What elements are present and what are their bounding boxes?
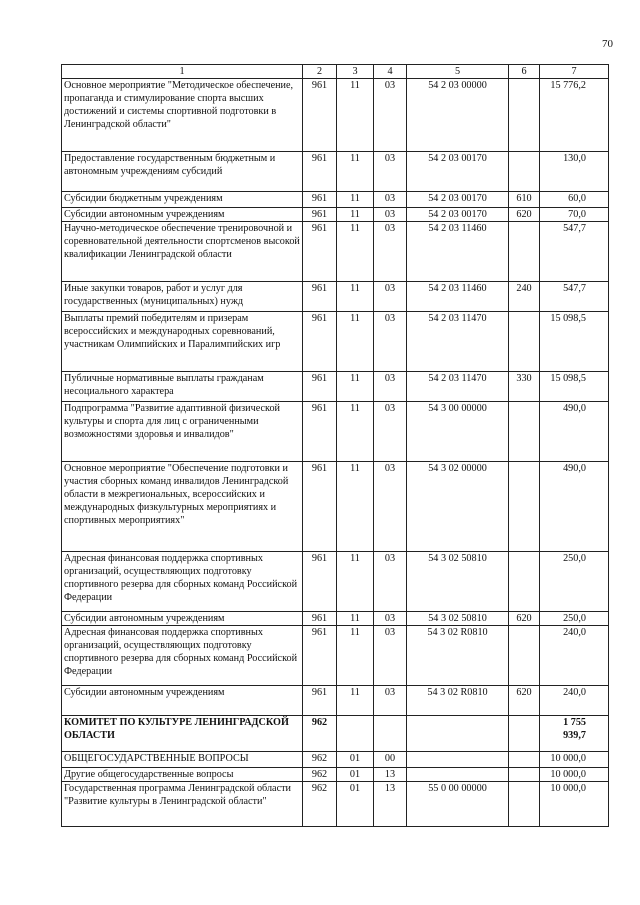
vr-code-cell bbox=[509, 79, 540, 152]
table-row bbox=[62, 192, 609, 208]
table-row bbox=[62, 626, 609, 686]
csr-code-cell: 54 2 03 11460 bbox=[407, 282, 509, 312]
row-name-cell: Адресная финансовая поддержка спортивных организаций, осуществляющих подготовку спортивного резерва для сборных команд Российской Федерации bbox=[62, 626, 303, 686]
table-row bbox=[62, 312, 609, 372]
pr-code-cell: 03 bbox=[374, 402, 407, 462]
amount-cell: 547,7 bbox=[540, 222, 609, 282]
header-cell: 7 bbox=[540, 65, 609, 79]
csr-code-cell: 54 3 02 R0810 bbox=[407, 686, 509, 716]
csr-code-cell bbox=[407, 768, 509, 782]
row-name-cell: Субсидии автономным учреждениям bbox=[62, 612, 303, 626]
amount-cell: 240,0 bbox=[540, 686, 609, 716]
csr-code-cell bbox=[407, 752, 509, 768]
rz-code-cell: 11 bbox=[337, 626, 374, 686]
pr-code-cell bbox=[374, 716, 407, 752]
table-row bbox=[62, 716, 609, 752]
vr-code-cell: 610 bbox=[509, 192, 540, 208]
rz-code-cell: 11 bbox=[337, 192, 374, 208]
row-name-cell: Государственная программа Ленинградской области "Развитие культуры в Ленинградской области" bbox=[62, 782, 303, 827]
row-name-cell: Субсидии автономным учреждениям bbox=[62, 686, 303, 716]
table-row bbox=[62, 752, 609, 768]
amount-cell: 60,0 bbox=[540, 192, 609, 208]
table-row bbox=[62, 222, 609, 282]
gr-code-cell: 961 bbox=[303, 282, 337, 312]
vr-code-cell bbox=[509, 222, 540, 282]
rz-code-cell bbox=[337, 716, 374, 752]
row-name-cell: Другие общегосударственные вопросы bbox=[62, 768, 303, 782]
pr-code-cell: 03 bbox=[374, 222, 407, 282]
csr-code-cell: 54 3 02 00000 bbox=[407, 462, 509, 552]
gr-code-cell: 961 bbox=[303, 222, 337, 282]
rz-code-cell: 11 bbox=[337, 208, 374, 222]
amount-cell: 15 098,5 bbox=[540, 312, 609, 372]
gr-code-cell: 961 bbox=[303, 462, 337, 552]
table-row bbox=[62, 152, 609, 192]
gr-code-cell: 962 bbox=[303, 716, 337, 752]
csr-code-cell: 54 2 03 00000 bbox=[407, 79, 509, 152]
csr-code-cell: 54 2 03 11470 bbox=[407, 372, 509, 402]
row-name-cell: Субсидии автономным учреждениям bbox=[62, 208, 303, 222]
table-row bbox=[62, 208, 609, 222]
pr-code-cell: 03 bbox=[374, 79, 407, 152]
gr-code-cell: 962 bbox=[303, 768, 337, 782]
amount-cell: 15 776,2 bbox=[540, 79, 609, 152]
amount-cell: 490,0 bbox=[540, 462, 609, 552]
row-name-cell: ОБЩЕГОСУДАРСТВЕННЫЕ ВОПРОСЫ bbox=[62, 752, 303, 768]
header-cell: 2 bbox=[303, 65, 337, 79]
gr-code-cell: 961 bbox=[303, 552, 337, 612]
csr-code-cell: 55 0 00 00000 bbox=[407, 782, 509, 827]
rz-code-cell: 11 bbox=[337, 152, 374, 192]
row-name-cell: Выплаты премий победителям и призерам всероссийских и международных соревнований, участникам Олимпийских и Паралимпийских игр bbox=[62, 312, 303, 372]
table-row bbox=[62, 79, 609, 152]
vr-code-cell bbox=[509, 312, 540, 372]
rz-code-cell: 11 bbox=[337, 79, 374, 152]
csr-code-cell: 54 2 03 11470 bbox=[407, 312, 509, 372]
rz-code-cell: 11 bbox=[337, 312, 374, 372]
gr-code-cell: 962 bbox=[303, 752, 337, 768]
amount-cell: 490,0 bbox=[540, 402, 609, 462]
row-name-cell: КОМИТЕТ ПО КУЛЬТУРЕ ЛЕНИНГРАДСКОЙ ОБЛАСТИ bbox=[62, 716, 303, 752]
rz-code-cell: 11 bbox=[337, 282, 374, 312]
rz-code-cell: 01 bbox=[337, 782, 374, 827]
gr-code-cell: 961 bbox=[303, 192, 337, 208]
table-row bbox=[62, 552, 609, 612]
rz-code-cell: 11 bbox=[337, 686, 374, 716]
amount-cell: 10 000,0 bbox=[540, 752, 609, 768]
amount-cell: 10 000,0 bbox=[540, 782, 609, 827]
page-number: 70 bbox=[602, 38, 613, 50]
amount-cell: 70,0 bbox=[540, 208, 609, 222]
pr-code-cell: 03 bbox=[374, 208, 407, 222]
pr-code-cell: 03 bbox=[374, 312, 407, 372]
amount-cell: 130,0 bbox=[540, 152, 609, 192]
row-name-cell: Адресная финансовая поддержка спортивных организаций, осуществляющих подготовку спортивного резерва для сборных команд Российской Федерации bbox=[62, 552, 303, 612]
csr-code-cell: 54 3 02 50810 bbox=[407, 552, 509, 612]
table-row bbox=[62, 282, 609, 312]
row-name-cell: Подпрограмма "Развитие адаптивной физической культуры и спорта для лиц с ограниченными возможностями здоровья и инвалидов" bbox=[62, 402, 303, 462]
amount-cell: 250,0 bbox=[540, 612, 609, 626]
csr-code-cell: 54 2 03 00170 bbox=[407, 208, 509, 222]
csr-code-cell: 54 2 03 00170 bbox=[407, 192, 509, 208]
gr-code-cell: 961 bbox=[303, 312, 337, 372]
vr-code-cell bbox=[509, 782, 540, 827]
rz-code-cell: 11 bbox=[337, 222, 374, 282]
row-name-cell: Иные закупки товаров, работ и услуг для государственных (муниципальных) нужд bbox=[62, 282, 303, 312]
rz-code-cell: 11 bbox=[337, 552, 374, 612]
vr-code-cell bbox=[509, 626, 540, 686]
vr-code-cell bbox=[509, 152, 540, 192]
row-name-cell: Научно-методическое обеспечение тренировочной и соревновательной деятельности спортсменов высокой квалификации Ленинградской области bbox=[62, 222, 303, 282]
vr-code-cell bbox=[509, 402, 540, 462]
table-row bbox=[62, 686, 609, 716]
row-name-cell: Основное мероприятие "Методическое обеспечение, пропаганда и стимулирование спорта высших достижений и системы спортивной подготовки в Ленинградской области" bbox=[62, 79, 303, 152]
pr-code-cell: 03 bbox=[374, 686, 407, 716]
row-name-cell: Предоставление государственным бюджетным и автономным учреждениям субсидий bbox=[62, 152, 303, 192]
header-cell: 5 bbox=[407, 65, 509, 79]
csr-code-cell: 54 2 03 11460 bbox=[407, 222, 509, 282]
table-row bbox=[62, 782, 609, 827]
gr-code-cell: 961 bbox=[303, 686, 337, 716]
csr-code-cell: 54 3 02 50810 bbox=[407, 612, 509, 626]
table-row bbox=[62, 768, 609, 782]
amount-cell: 250,0 bbox=[540, 552, 609, 612]
rz-code-cell: 11 bbox=[337, 462, 374, 552]
csr-code-cell: 54 2 03 00170 bbox=[407, 152, 509, 192]
rz-code-cell: 11 bbox=[337, 612, 374, 626]
pr-code-cell: 03 bbox=[374, 372, 407, 402]
row-name-cell: Публичные нормативные выплаты гражданам несоциального характера bbox=[62, 372, 303, 402]
header-cell: 4 bbox=[374, 65, 407, 79]
header-cell: 3 bbox=[337, 65, 374, 79]
amount-cell: 240,0 bbox=[540, 626, 609, 686]
gr-code-cell: 961 bbox=[303, 612, 337, 626]
vr-code-cell bbox=[509, 462, 540, 552]
vr-code-cell bbox=[509, 752, 540, 768]
rz-code-cell: 01 bbox=[337, 768, 374, 782]
vr-code-cell: 330 bbox=[509, 372, 540, 402]
vr-code-cell: 620 bbox=[509, 208, 540, 222]
gr-code-cell: 962 bbox=[303, 782, 337, 827]
table-row bbox=[62, 372, 609, 402]
amount-cell: 10 000,0 bbox=[540, 768, 609, 782]
row-name-cell: Основное мероприятие "Обеспечение подготовки и участия сборных команд инвалидов Ленинградской области в межрегиональных, всероссийских и международных физкультурных мероприятиях и спортивных мероприятиях" bbox=[62, 462, 303, 552]
gr-code-cell: 961 bbox=[303, 402, 337, 462]
pr-code-cell: 13 bbox=[374, 782, 407, 827]
header-cell: 1 bbox=[62, 65, 303, 79]
csr-code-cell bbox=[407, 716, 509, 752]
table-row bbox=[62, 402, 609, 462]
pr-code-cell: 13 bbox=[374, 768, 407, 782]
gr-code-cell: 961 bbox=[303, 208, 337, 222]
vr-code-cell: 620 bbox=[509, 612, 540, 626]
vr-code-cell bbox=[509, 552, 540, 612]
amount-cell: 15 098,5 bbox=[540, 372, 609, 402]
amount-cell: 547,7 bbox=[540, 282, 609, 312]
pr-code-cell: 03 bbox=[374, 462, 407, 552]
pr-code-cell: 00 bbox=[374, 752, 407, 768]
gr-code-cell: 961 bbox=[303, 152, 337, 192]
csr-code-cell: 54 3 00 00000 bbox=[407, 402, 509, 462]
vr-code-cell bbox=[509, 716, 540, 752]
csr-code-cell: 54 3 02 R0810 bbox=[407, 626, 509, 686]
amount-cell: 1 755 939,7 bbox=[540, 716, 609, 752]
rz-code-cell: 11 bbox=[337, 372, 374, 402]
header-cell: 6 bbox=[509, 65, 540, 79]
pr-code-cell: 03 bbox=[374, 626, 407, 686]
vr-code-cell: 620 bbox=[509, 686, 540, 716]
rz-code-cell: 01 bbox=[337, 752, 374, 768]
gr-code-cell: 961 bbox=[303, 626, 337, 686]
pr-code-cell: 03 bbox=[374, 152, 407, 192]
table-row bbox=[62, 612, 609, 626]
pr-code-cell: 03 bbox=[374, 282, 407, 312]
table-row bbox=[62, 462, 609, 552]
rz-code-cell: 11 bbox=[337, 402, 374, 462]
gr-code-cell: 961 bbox=[303, 372, 337, 402]
pr-code-cell: 03 bbox=[374, 612, 407, 626]
vr-code-cell: 240 bbox=[509, 282, 540, 312]
pr-code-cell: 03 bbox=[374, 552, 407, 612]
pr-code-cell: 03 bbox=[374, 192, 407, 208]
gr-code-cell: 961 bbox=[303, 79, 337, 152]
row-name-cell: Субсидии бюджетным учреждениям bbox=[62, 192, 303, 208]
budget-table bbox=[61, 64, 609, 827]
vr-code-cell bbox=[509, 768, 540, 782]
header-row bbox=[62, 65, 609, 79]
